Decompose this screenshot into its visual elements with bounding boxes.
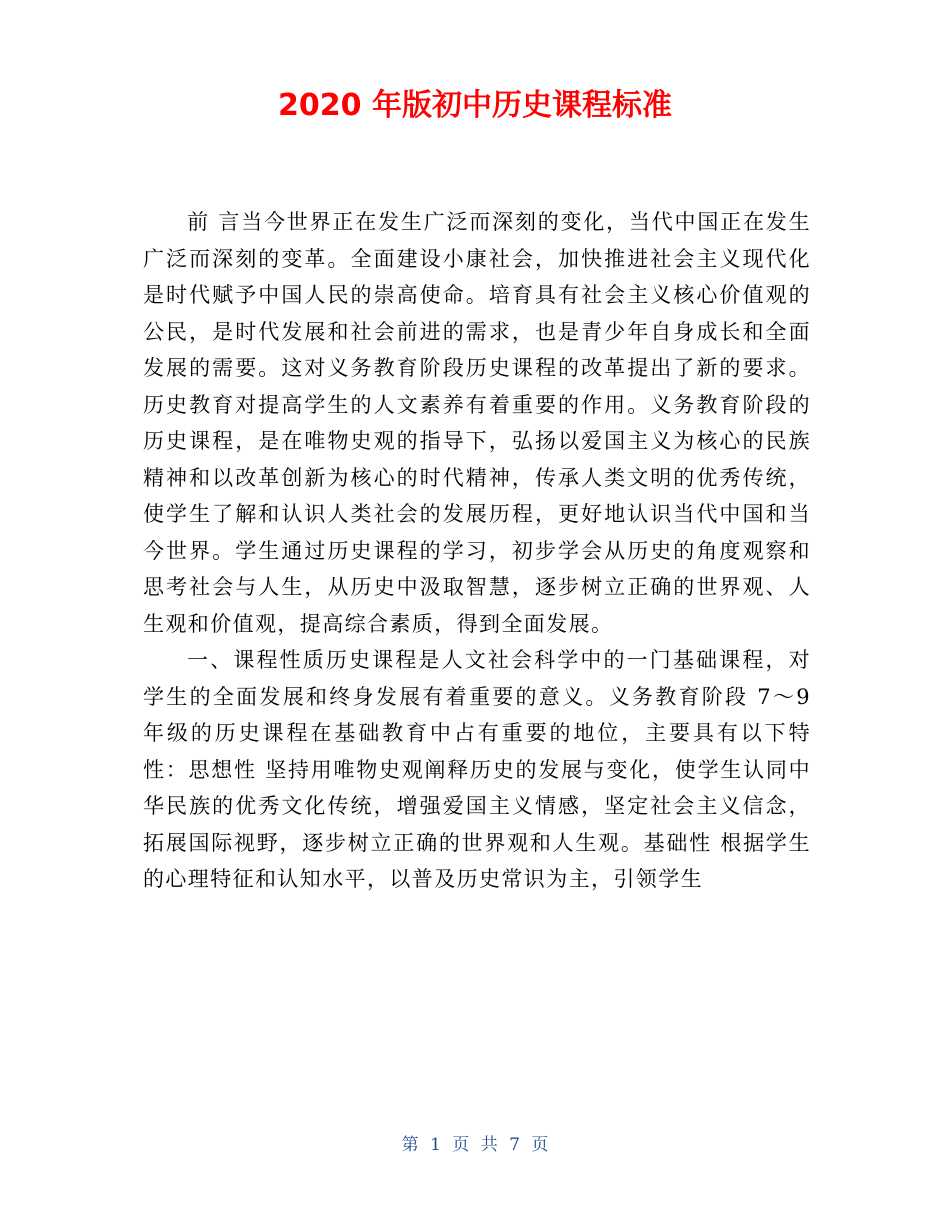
page-number-footer: 第 1 页 共 7 页 (401, 1135, 549, 1155)
paragraph-course-nature: 一、课程性质历史课程是人文社会科学中的一门基础课程，对学生的全面发展和终身发展有着重要的意义。义务教育阶段 7～9 年级的历史课程在基础教育中占有重要的地位，主要具有以下特性：思想性 坚持用唯物史观阐释历史的发展与变化，使学生认同中华民族的优秀文化传统，增强爱国主义情感，坚定社会主义信念，拓展国际视野，逐步树立正确的世界观和人生观。基础性 根据学生的心理特征和认知水平，以普及历史常识为主，引领学生 (143, 648, 811, 891)
document-title: 2020 年版初中历史课程标准 (278, 88, 672, 123)
paragraph-preface: 前 言当今世界正在发生广泛而深刻的变化，当代中国正在发生广泛而深刻的变革。全面建设小康社会，加快推进社会主义现代化是时代赋予中国人民的崇高使命。培育具有社会主义核心价值观的公民，是时代发展和社会前进的需求，也是青少年自身成长和全面发展的需要。这对义务教育阶段历史课程的改革提出了新的要求。历史教育对提高学生的人文素养有着重要的作用。义务教育阶段的历史课程，是在唯物史观的指导下，弘扬以爱国主义为核心的民族精神和以改革创新为核心的时代精神，传承人类文明的优秀传统，使学生了解和认识人类社会的发展历程，更好地认识当代中国和当今世界。学生通过历史课程的学习，初步学会从历史的角度观察和思考社会与人生，从历史中汲取智慧，逐步树立正确的世界观、人生观和价值观，提高综合素质，得到全面发展。 (143, 210, 811, 636)
document-body (143, 204, 811, 898)
